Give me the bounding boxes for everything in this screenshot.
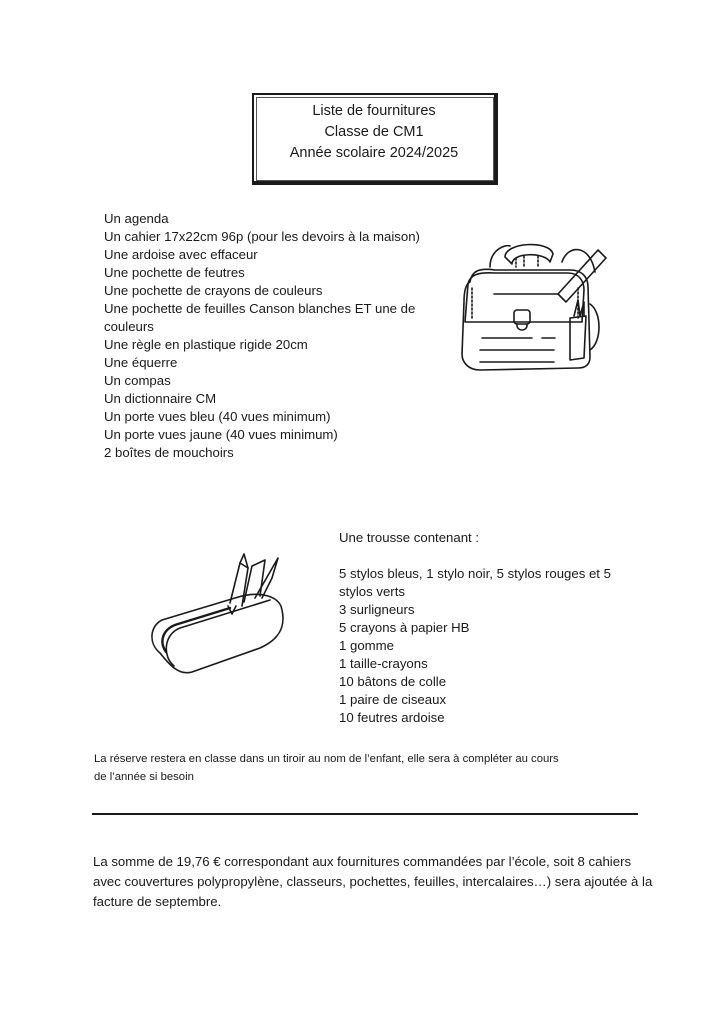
list-item: Un cahier 17x22cm 96p (pour les devoirs à la maison): [104, 229, 420, 244]
list-item: Un porte vues bleu (40 vues minimum): [104, 409, 331, 424]
list-item: 10 feutres ardoise: [339, 710, 445, 725]
pencil-case-heading: Une trousse contenant :: [339, 530, 480, 545]
pencil-case-list: [339, 529, 639, 727]
list-item: 1 gomme: [339, 638, 394, 653]
list-item: 5 crayons à papier HB: [339, 620, 470, 635]
list-item: Un porte vues jaune (40 vues minimum): [104, 427, 338, 442]
list-item: 10 bâtons de colle: [339, 674, 447, 689]
reserve-note: La réserve restera en classe dans un tiroir au nom de l’enfant, elle sera à compléter au cours de l’année si besoin: [94, 753, 559, 783]
school-year: Année scolaire 2024/2025: [289, 145, 459, 161]
divider: [92, 813, 638, 815]
list-item: 5 stylos bleus, 1 stylo noir, 5 stylos rouges et 5 stylos verts: [339, 566, 611, 599]
invoice-note: La somme de 19,76 € correspondant aux fournitures commandées par l’école, soit 8 cahiers avec couvertures polypropylène, classeurs, pochettes, feuilles, intercalaires…) sera ajoutée à la facture de septembre.: [93, 854, 653, 909]
list-item: Une règle en plastique rigide 20cm: [104, 337, 308, 352]
list-item: Une pochette de feutres: [104, 265, 245, 280]
list-item: Une ardoise avec effaceur: [104, 247, 258, 262]
document-title: Liste de fournitures: [312, 103, 436, 119]
list-item: 1 taille-crayons: [339, 656, 428, 671]
list-item: 3 surligneurs: [339, 602, 415, 617]
list-item: 2 boîtes de mouchoirs: [104, 445, 234, 460]
pencil-case-icon: [140, 548, 300, 688]
list-item: Un compas: [104, 373, 171, 388]
title-box: [252, 93, 498, 185]
class-name: Classe de CM1: [324, 124, 424, 140]
list-item: Une pochette de feuilles Canson blanches ET une de couleurs: [104, 301, 416, 334]
schoolbag-icon: [450, 232, 610, 377]
list-item: Un dictionnaire CM: [104, 391, 217, 406]
list-item: 1 paire de ciseaux: [339, 692, 447, 707]
supplies-list: [104, 210, 424, 462]
list-item: Une équerre: [104, 355, 178, 370]
list-item: Un agenda: [104, 211, 169, 226]
list-item: Une pochette de crayons de couleurs: [104, 283, 323, 298]
